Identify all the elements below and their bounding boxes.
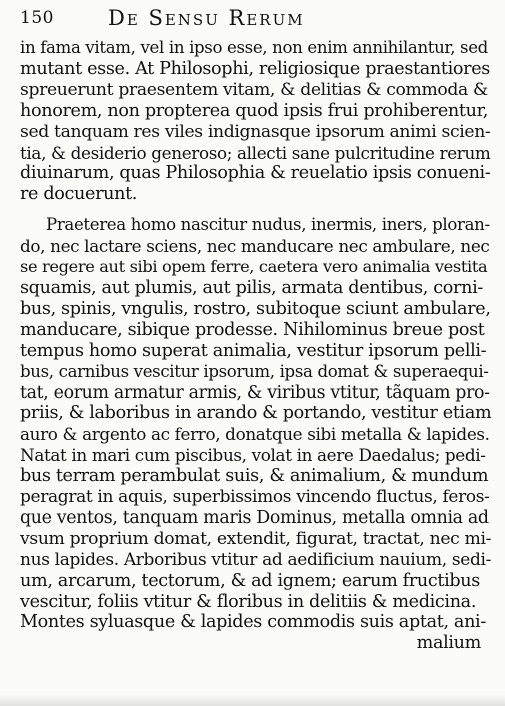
page-header xyxy=(20,6,491,32)
text-line: sed tanquam res viles indignasque ipsorum animi scien- xyxy=(20,121,491,142)
text-line: se regere aut sibi opem ferre, caetera vero animalia vestita xyxy=(20,257,488,277)
text-line: in fama vitam, vel in ipso esse, non enim annihilantur, sed xyxy=(20,38,488,57)
text-line: peragrat in aquis, superbissimos vincendo fluctus, feros- xyxy=(20,487,490,508)
text-line: Praeterea homo nascitur nudus, inermis, iners, ploran- xyxy=(46,215,490,235)
running-title: De Sensu Rerum xyxy=(108,6,305,30)
paragraph-gap xyxy=(20,205,491,215)
text-line: nus lapides. Arboribus vtitur ad aedificium nauium, sedi- xyxy=(20,549,491,570)
text-line: que ventos, tanquam maris Dominus, metalla omnia ad xyxy=(20,507,489,528)
body-text xyxy=(20,38,491,654)
page-number: 150 xyxy=(20,8,54,28)
text-line: re docuerunt. xyxy=(20,184,138,205)
text-line: bus, carnibus vescitur ipsorum, ipsa domat & superaequi- xyxy=(20,361,489,381)
paragraph-1 xyxy=(20,38,491,205)
catchword: malium xyxy=(416,633,481,654)
text-line: honorem, non propterea quod ipsis frui prohiberentur, xyxy=(20,100,488,121)
text-line: bus, spinis, vngulis, rostro, subitoque sciunt ambulare, xyxy=(20,298,491,319)
text-line: tat, eorum armatur armis, & viribus vtitur, tãquam pro- xyxy=(20,382,490,403)
text-line: manducare, sibique prodesse. Nihilominus breue post xyxy=(20,319,485,340)
text-line: vescitur, foliis vtitur & floribus in delitiis & medicina. xyxy=(20,591,477,612)
text-line: Montes syluasque & lapides commodis suis aptat, ani- xyxy=(20,612,486,633)
text-line: do, nec lactare sciens, nec manducare nec ambulare, nec xyxy=(20,236,490,257)
text-line: tempus homo superat animalia, vestitur ipsorum pelli- xyxy=(20,340,487,361)
text-line: priis, & laboribus in arando & portando, vestitur etiam xyxy=(20,403,492,424)
text-line: vsum proprium domat, extendit, figurat, tractat, nec mi- xyxy=(20,528,492,549)
text-line: diuinarum, quas Philosophia & reuelatio ipsis conueni- xyxy=(20,163,491,184)
text-line: squamis, aut plumis, aut pilis, armata dentibus, corni- xyxy=(20,277,483,298)
text-line: spreuerunt praesentem vitam, & delitias & commoda & xyxy=(20,79,489,100)
text-line: mutant esse. At Philosophi, religiosique praestantiores xyxy=(20,58,490,79)
paragraph-2 xyxy=(20,215,491,633)
text-line: auro & argento ac ferro, donatque sibi metalla & lapides. xyxy=(20,424,490,445)
text-line: um, arcarum, tectorum, & ad ignem; earum fructibus xyxy=(20,570,480,591)
text-line: tia, & desiderio generoso; allecti sane pulcritudine rerum xyxy=(20,142,491,163)
text-line: bus terram perambulat suis, & animalium, & mundum xyxy=(20,466,489,487)
page-edge-shadow xyxy=(0,694,505,706)
text-line: Natat in mari cum piscibus, volat in aere Daedalus; pedi- xyxy=(20,445,486,466)
